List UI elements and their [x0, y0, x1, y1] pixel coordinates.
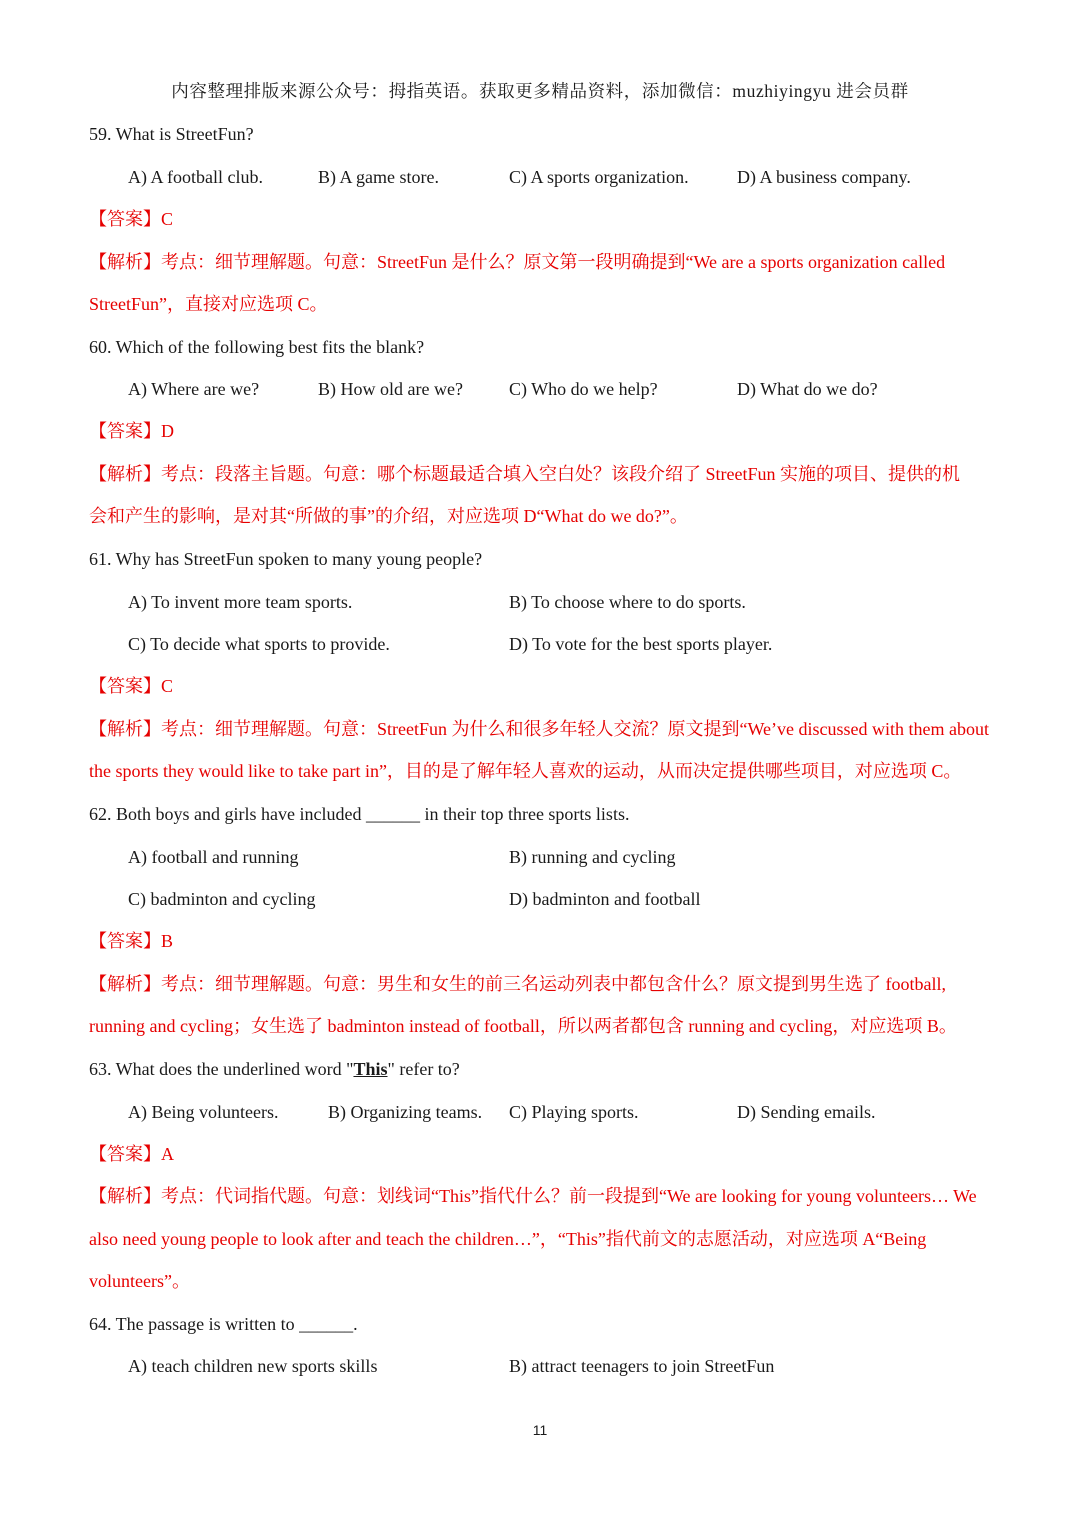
q63-option-b: B) Organizing teams.	[328, 1102, 483, 1122]
q62-option-d: D) badminton and football	[509, 889, 701, 909]
q63-explanation-line-3: volunteers”。	[89, 1271, 190, 1291]
q60-answer: 【答案】D	[89, 421, 174, 441]
q59-answer: 【答案】C	[89, 209, 174, 229]
q63-underlined-word: This	[353, 1059, 388, 1079]
q62-option-c: C) badminton and cycling	[128, 889, 316, 909]
page-header: 内容整理排版来源公众号：拇指英语。获取更多精品资料，添加微信：muzhiyingyu 进会员群	[171, 81, 909, 101]
question-64	[89, 1312, 358, 1336]
q61-option-c: C) To decide what sports to provide.	[128, 634, 390, 654]
q63-option-a: A) Being volunteers.	[128, 1102, 279, 1122]
q60-option-d: D) What do we do?	[737, 379, 878, 399]
q63-answer: 【答案】A	[89, 1144, 174, 1164]
q63-option-d: D) Sending emails.	[737, 1102, 876, 1122]
q62-text-before: 62. Both boys and girls have included	[89, 804, 366, 824]
q60-option-c: C) Who do we help?	[509, 379, 658, 399]
q59-option-d: D) A business company.	[737, 167, 911, 187]
q63-explanation-line-2: also need young people to look after and teach the children…”，“This”指代前文的志愿活动，对应选项 A“Being	[89, 1229, 927, 1249]
q62-blank: ______	[365, 804, 420, 824]
q62-text-after: in their top three sports lists.	[419, 804, 630, 824]
page-number: 11	[532, 1422, 548, 1438]
q62-option-a: A) football and running	[128, 847, 299, 867]
q64-text-before: 64. The passage is written to	[89, 1314, 300, 1334]
q59-explanation-line-1: 【解析】考点：细节理解题。句意：StreetFun 是什么？原文第一段明确提到“We are a sports organization called	[89, 252, 946, 272]
q61-option-d: D) To vote for the best sports player.	[509, 634, 773, 654]
q59-option-a: A) A football club.	[128, 167, 263, 187]
q64-option-a: A) teach children new sports skills	[128, 1356, 378, 1376]
q60-explanation-line-1: 【解析】考点：段落主旨题。句意：哪个标题最适合填入空白处？该段介绍了 StreetFun 实施的项目、提供的机	[89, 464, 960, 484]
question-61: 61. Why has StreetFun spoken to many young people?	[89, 549, 483, 569]
q64-text-after: .	[353, 1314, 358, 1334]
q59-explanation-line-2: StreetFun”，直接对应选项 C。	[89, 294, 328, 314]
question-59: 59. What is StreetFun?	[89, 124, 254, 144]
q60-option-b: B) How old are we?	[318, 379, 463, 399]
question-60: 60. Which of the following best fits the blank?	[89, 337, 425, 357]
q61-explanation-line-1: 【解析】考点：细节理解题。句意：StreetFun 为什么和很多年轻人交流？原文提到“We’ve discussed with them about	[89, 719, 989, 739]
q61-explanation-line-2: the sports they would like to take part in”，目的是了解年轻人喜欢的运动，从而决定提供哪些项目，对应选项 C。	[89, 761, 962, 781]
q60-explanation-line-2: 会和产生的影响，是对其“所做的事”的介绍，对应选项 D“What do we do?”。	[89, 506, 688, 526]
question-63	[89, 1057, 460, 1081]
question-62	[89, 802, 629, 826]
q59-option-c: C) A sports organization.	[509, 167, 689, 187]
q63-text-after: " refer to?	[387, 1059, 460, 1079]
q63-text-before: 63. What does the underlined word "	[89, 1059, 354, 1079]
q63-option-c: C) Playing sports.	[509, 1102, 639, 1122]
q62-option-b: B) running and cycling	[509, 847, 676, 867]
q64-blank: ______	[299, 1314, 354, 1334]
q61-option-a: A) To invent more team sports.	[128, 592, 353, 612]
q62-explanation-line-2: running and cycling；女生选了 badminton instead of football，所以两者都包含 running and cycling，对应选项 B。	[89, 1016, 957, 1036]
q63-explanation-line-1: 【解析】考点：代词指代题。句意：划线词“This”指代什么？前一段提到“We are looking for young volunteers… We	[89, 1186, 977, 1206]
q61-answer: 【答案】C	[89, 676, 174, 696]
q61-option-b: B) To choose where to do sports.	[509, 592, 746, 612]
q64-option-b: B) attract teenagers to join StreetFun	[509, 1356, 775, 1376]
q62-explanation-line-1: 【解析】考点：细节理解题。句意：男生和女生的前三名运动列表中都包含什么？原文提到男生选了 football,	[89, 974, 946, 994]
q60-option-a: A) Where are we?	[128, 379, 260, 399]
q62-answer: 【答案】B	[89, 931, 174, 951]
q59-option-b: B) A game store.	[318, 167, 439, 187]
